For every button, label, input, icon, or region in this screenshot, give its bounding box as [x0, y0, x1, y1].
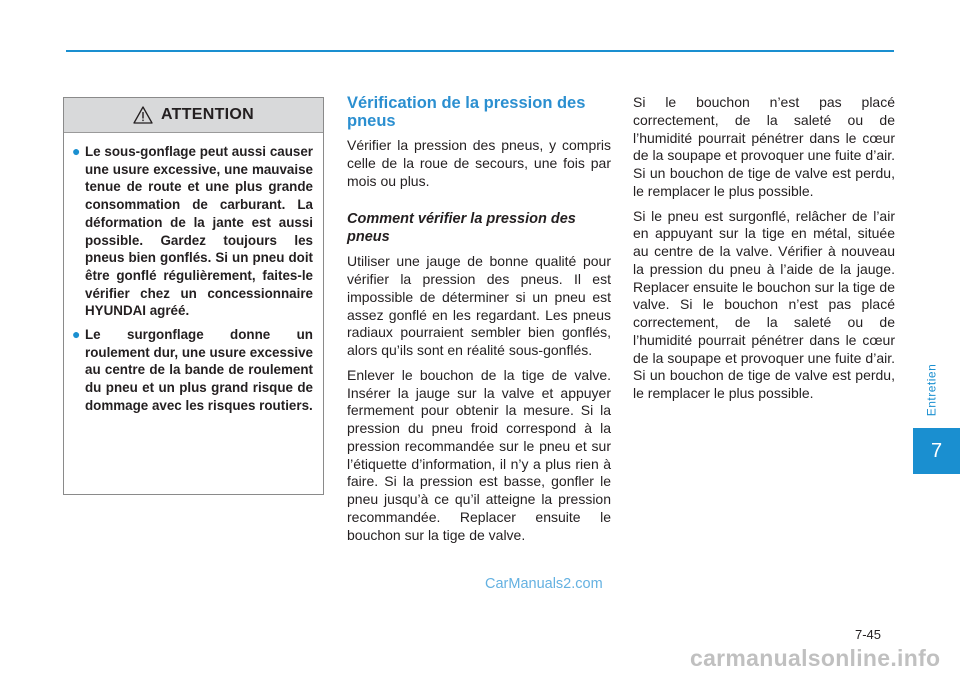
watermark-footer: carmanualsonline.info — [690, 645, 941, 671]
body-paragraph: Si le pneu est surgonflé, relâcher de l’air en appuyant sur la tige en métal, située au centre de la valve. Vérifier à nouveau la pression du pneu à l’aide de la jauge. Replacer ensuite le bouchon sur la tige de valve. Si le bouchon n’est pas placé correctement, de la saleté ou de l’humidité pourrait pénétrer dans le cœur de la soupape et provoquer une fuite d’air. Si un bouchon de tige de valve est perdu, le remplacer le plus possible. — [633, 207, 895, 401]
chapter-side-label: Entretien — [924, 363, 938, 417]
right-column — [633, 94, 895, 410]
middle-column — [347, 94, 611, 551]
attention-title: ATTENTION — [160, 106, 255, 123]
chapter-number: 7 — [930, 439, 943, 462]
header-rule — [66, 50, 894, 52]
attention-list — [64, 133, 323, 415]
chapter-tab[interactable] — [913, 428, 960, 474]
attention-header — [64, 98, 323, 133]
page-number: 7-45 — [855, 627, 882, 642]
body-paragraph: Si le bouchon n’est pas placé correctement, de la saleté ou de l’humidité pourrait pénétrer dans le cœur de la soupape et provoquer une fuite d’air. Si un bouchon de tige de valve est perdu, le remplacer le plus possible. — [633, 94, 895, 199]
attention-box — [63, 97, 324, 495]
watermark-link[interactable]: CarManuals2.com — [485, 576, 603, 592]
subsection-title: Comment vérifier la pression des pneus — [347, 211, 576, 246]
attention-item: ● Le surgonflage donne un roulement dur, une usure excessive au centre de la bande de roulement du pneu et un plus grand risque de dommage avec les risques routiers. — [72, 326, 313, 413]
attention-item: ● Le sous-gonflage peut aussi causer une usure excessive, une mauvaise tenue de route et une plus grande consommation de carburant. La déformation de la jante est aussi possible. Gardez toujours les pneus bien gonflés. Si un pneu doit être gonflé régulièrement, faites-le vérifier chez un concessionnaire HYUNDAI agréé. — [72, 143, 313, 319]
bullet-icon: ● — [72, 326, 81, 343]
warning-triangle-icon — [133, 106, 153, 124]
bullet-icon: ● — [72, 143, 81, 159]
intro-paragraph: Vérifier la pression des pneus, y compris celle de la roue de secours, une fois par mois ou plus. — [347, 137, 611, 189]
body-paragraph: Utiliser une jauge de bonne qualité pour vérifier la pression des pneus. Il est impossible de déterminer si un pneu est assez gonflé en les regardant. Les pneus radiaux pourraient sembler bien gonflés, alors qu’ils sont en réalité sous-gonflés. — [347, 253, 611, 358]
body-paragraph: Enlever le bouchon de la tige de valve. Insérer la jauge sur la valve et appuyer fermement pour obtenir la mesure. Si la pression du pneu froid correspond à la pression recommandée sur le pneu et sur l’étiquette d’information, il n’y a plus rien à faire. Si la pression est basse, gonfler le pneu jusqu’à ce qu’il atteigne la pression recommandée. Replacer ensuite le bouchon sur la tige de valve. — [347, 366, 611, 543]
section-title: Vérification de la pression des pneus — [347, 94, 586, 130]
